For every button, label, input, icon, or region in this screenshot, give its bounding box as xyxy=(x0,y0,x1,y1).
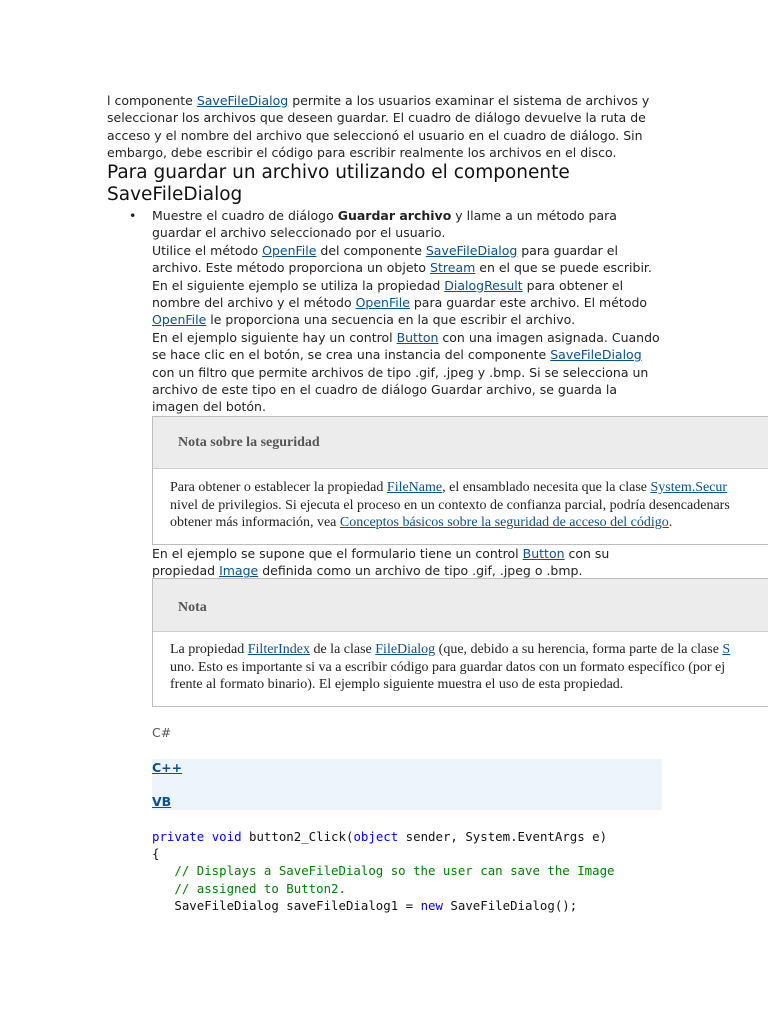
code-text: SaveFileDialog saveFileDialog1 = xyxy=(152,897,421,913)
code-text: button2_Click( xyxy=(241,829,354,844)
step-text: Muestre el cuadro de diálogo xyxy=(152,208,338,223)
step-text: para obtener el nombre del archivo y el método xyxy=(152,277,624,311)
code-keyword: new xyxy=(420,897,443,913)
filterindex-link[interactable]: FilterIndex xyxy=(247,642,310,657)
section-heading: Para guardar un archivo utilizando el componente SaveFileDialog xyxy=(107,162,570,205)
note-text: . xyxy=(668,515,673,531)
para-text: con su propiedad xyxy=(152,546,610,579)
button-link[interactable]: Button xyxy=(396,329,439,345)
security-note-body xyxy=(153,469,768,532)
class-link[interactable]: S xyxy=(722,642,731,657)
vb-tab[interactable]: VB xyxy=(152,794,172,809)
security-concepts-link[interactable]: Conceptos básicos sobre la seguridad de acceso del código xyxy=(339,515,669,531)
intro-text-start: l componente xyxy=(107,93,197,108)
step-text: Utilice el método xyxy=(152,242,263,258)
step-text: para guardar este archivo. El método xyxy=(409,295,648,311)
note-line xyxy=(170,514,768,532)
code-comment: // Displays a SaveFileDialog so the user can save the Image xyxy=(152,863,615,879)
savefiledialog-link[interactable]: SaveFileDialog xyxy=(425,242,518,258)
security-note-box xyxy=(152,416,768,545)
dialogresult-link[interactable]: DialogResult xyxy=(444,277,523,293)
list-item xyxy=(129,207,664,416)
security-note-title: Nota sobre la seguridad xyxy=(153,417,768,469)
note-text: (que, debido a su herencia, forma parte de la clase xyxy=(435,642,723,657)
para-text: definida como un archivo de tipo .gif, .jpeg o .bmp. xyxy=(258,563,583,579)
cpp-tab[interactable]: C++ xyxy=(152,760,183,775)
image-link[interactable]: Image xyxy=(219,563,259,579)
code-keyword: void xyxy=(211,829,242,844)
system-security-link[interactable]: System.Secur xyxy=(650,480,728,495)
code-comment: // assigned to Button2. xyxy=(152,880,346,896)
step-text: con una imagen asignada. Cuando se hace clic en el botón, se crea una instancia del componente xyxy=(152,329,660,363)
filename-link[interactable]: FileName xyxy=(386,480,443,495)
note-line xyxy=(170,641,768,659)
step-text: en el que se puede escribir. xyxy=(475,260,652,276)
guardar-archivo-label: Guardar archivo xyxy=(337,208,452,223)
note-body xyxy=(153,632,768,694)
bullet-icon: • xyxy=(129,208,137,223)
code-keyword: private xyxy=(152,829,205,844)
code-keyword: object xyxy=(353,829,399,844)
note-text: obtener más información, vea xyxy=(170,515,340,531)
openfile-link[interactable]: OpenFile xyxy=(152,312,207,328)
intro-paragraph xyxy=(107,92,667,162)
step-text: del componente xyxy=(316,242,426,258)
step-text: y llame a un método para guardar el archivo seleccionado por el usuario. xyxy=(152,208,617,241)
note-text: de la clase xyxy=(309,642,376,657)
step-text: En el ejemplo siguiente hay un control xyxy=(152,329,397,345)
note-line: uno. Esto es importante si va a escribir código para guardar datos con un formato específico (por ej xyxy=(170,659,726,675)
savefiledialog-link[interactable]: SaveFileDialog xyxy=(196,93,289,108)
note-text: Para obtener o establecer la propiedad xyxy=(170,480,387,495)
stream-link[interactable]: Stream xyxy=(430,260,476,276)
step-text: En el siguiente ejemplo se utiliza la propiedad xyxy=(152,277,445,293)
code-text: sender, System.EventArgs e) xyxy=(398,829,608,844)
note-line xyxy=(170,479,768,497)
savefiledialog-link[interactable]: SaveFileDialog xyxy=(550,347,642,363)
example-paragraph xyxy=(152,545,664,580)
openfile-link[interactable]: OpenFile xyxy=(262,242,317,258)
code-text: SaveFileDialog(); xyxy=(442,897,578,913)
step-text: le proporciona una secuencia en la que escribir el archivo. xyxy=(206,312,576,328)
intro-text-rest: permite a los usuarios examinar el sistema de archivos y seleccionar los archivos que deseen guardar. El cuadro de diálogo devuelve la ruta de acceso y el nombre del archivo que seleccionó el usuario en el cuadro de diálogo. Sin embargo, debe escribir el código para escribir realmente los archivos en el disco. xyxy=(107,93,650,161)
code-language-tabs xyxy=(152,759,662,810)
step-text: con un filtro que permite archivos de tipo .gif, .jpeg y .bmp. Si se selecciona un archivo de este tipo en el cuadro de diálogo Guardar archivo, se guarda la imagen del botón. xyxy=(152,364,649,415)
para-text: En el ejemplo se supone que el formulario tiene un control xyxy=(152,546,523,561)
note-box xyxy=(152,578,768,707)
note-line: frente al formato binario). El ejemplo siguiente muestra el uso de esta propiedad. xyxy=(170,677,624,693)
code-text: { xyxy=(152,846,160,862)
csharp-tab[interactable]: C# xyxy=(152,725,172,740)
button-link[interactable]: Button xyxy=(522,546,565,561)
steps-list xyxy=(129,207,664,416)
openfile-link[interactable]: OpenFile xyxy=(355,295,410,311)
code-block xyxy=(152,828,615,914)
note-line: nivel de privilegios. Si ejecuta el proceso en un contexto de confianza parcial, podría desencadenars xyxy=(170,497,730,513)
note-text: , el ensamblado necesita que la clase xyxy=(442,480,651,495)
step-text: para guardar el archivo. Este método proporciona un objeto xyxy=(152,242,618,276)
filedialog-link[interactable]: FileDialog xyxy=(375,642,436,657)
note-title: Nota xyxy=(153,579,768,632)
note-text: La propiedad xyxy=(170,642,248,657)
